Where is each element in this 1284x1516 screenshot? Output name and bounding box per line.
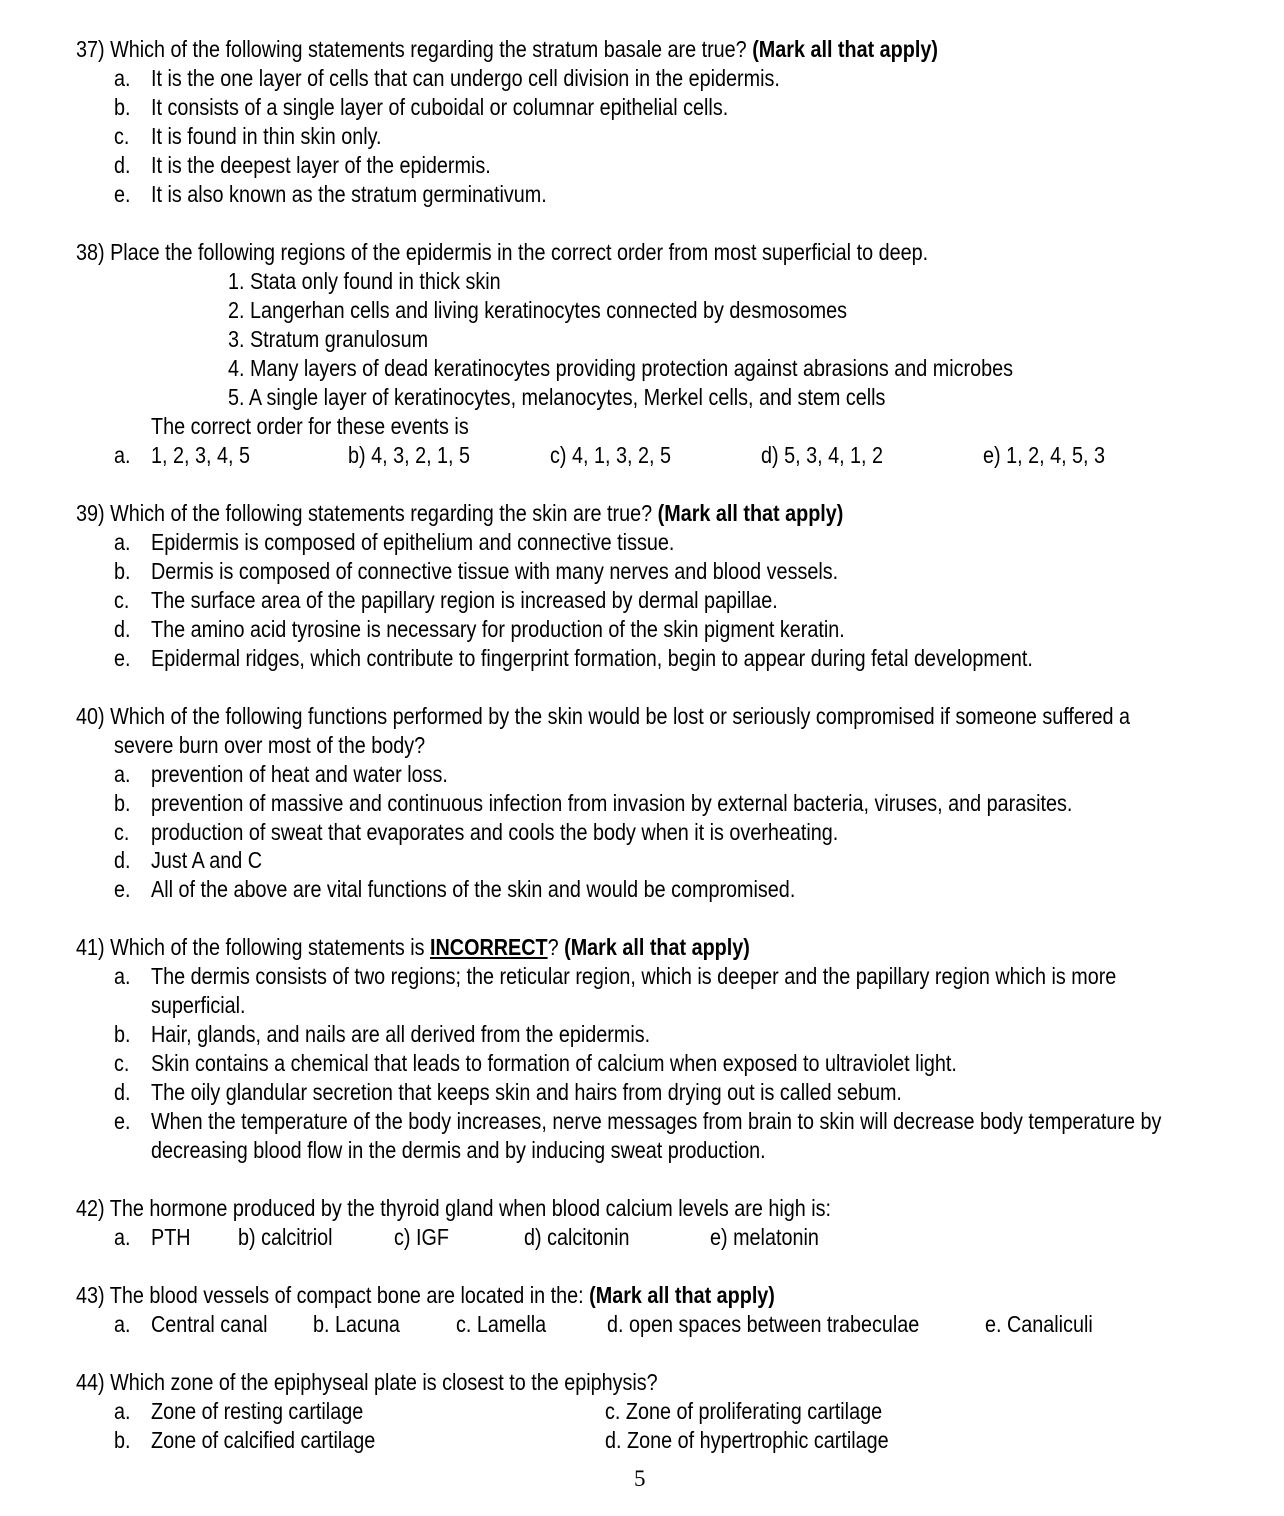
q37-option-d-text: It is the deepest layer of the epidermis. <box>151 152 491 178</box>
q42-option-a-text: PTH <box>151 1224 191 1250</box>
q41-option-c-text: Skin contains a chemical that leads to formation of calcium when exposed to ultraviolet light. <box>151 1050 957 1076</box>
q37-option-c: c. <box>114 123 130 149</box>
q39-option-b-text: Dermis is composed of connective tissue with many nerves and blood vessels. <box>151 558 839 584</box>
q42-option-c: c) IGF <box>394 1224 449 1250</box>
q39-option-d: d. <box>114 616 131 642</box>
question-number: 43) <box>76 1282 105 1308</box>
q40-option-b: b. <box>114 790 131 816</box>
question-number: 42) <box>76 1195 105 1221</box>
q37-option-a-text: It is the one layer of cells that can undergo cell division in the epidermis. <box>151 65 780 91</box>
question-number: 37) <box>76 36 105 62</box>
q43-option-d: d. open spaces between trabeculae <box>607 1311 920 1337</box>
q40-option-e-text: All of the above are vital functions of the skin and would be compromised. <box>151 876 796 902</box>
incorrect-emphasis: INCORRECT <box>430 934 548 960</box>
q41-option-d: d. <box>114 1079 131 1105</box>
q39-option-a-text: Epidermis is composed of epithelium and connective tissue. <box>151 529 675 555</box>
q39-stem <box>76 499 843 528</box>
q40-option-c: c. <box>114 819 130 845</box>
question-text: Which zone of the epiphyseal plate is closest to the epiphysis? <box>110 1369 658 1395</box>
q41-option-a: a. <box>114 963 131 989</box>
q40-option-b-text: prevention of massive and continuous infection from invasion by external bacteria, viruses, and parasites. <box>151 790 1073 816</box>
question-number: 38) <box>76 239 105 265</box>
q38-item-5: 5. A single layer of keratinocytes, melanocytes, Merkel cells, and stem cells <box>228 384 886 410</box>
q43-option-b: b. Lacuna <box>313 1311 400 1337</box>
q39-option-e-text: Epidermal ridges, which contribute to fingerprint formation, begin to appear during fetal development. <box>151 645 1033 671</box>
q40-stem-cont: severe burn over most of the body? <box>114 732 426 758</box>
q44-option-d: d. Zone of hypertrophic cartilage <box>605 1427 889 1453</box>
q42-option-a: a. <box>114 1224 131 1250</box>
q42-option-d: d) calcitonin <box>524 1224 630 1250</box>
question-text: Which of the following statements is <box>110 934 431 960</box>
question-text: Place the following regions of the epidermis in the correct order from most superficial to deep. <box>110 239 929 265</box>
q39-option-c-text: The surface area of the papillary region is increased by dermal papillae. <box>151 587 778 613</box>
q37-option-c-text: It is found in thin skin only. <box>151 123 382 149</box>
question-number: 41) <box>76 934 105 960</box>
mark-all-note: (Mark all that apply) <box>589 1282 775 1308</box>
q44-stem <box>76 1368 658 1397</box>
q37-stem <box>76 35 938 64</box>
q39-option-d-text: The amino acid tyrosine is necessary for production of the skin pigment keratin. <box>151 616 845 642</box>
q38-option-a: a. <box>114 442 131 468</box>
q39-option-e: e. <box>114 645 131 671</box>
q38-item-2: 2. Langerhan cells and living keratinocytes connected by desmosomes <box>228 297 848 323</box>
q41-option-b-text: Hair, glands, and nails are all derived from the epidermis. <box>151 1021 651 1047</box>
q38-prompt: The correct order for these events is <box>151 413 469 439</box>
question-text: The hormone produced by the thyroid gland when blood calcium levels are high is: <box>109 1195 832 1221</box>
q37-option-e: e. <box>114 181 131 207</box>
q44-option-c: c. Zone of proliferating cartilage <box>605 1398 883 1424</box>
q37-option-e-text: It is also known as the stratum germinativum. <box>151 181 547 207</box>
q42-stem <box>76 1194 831 1223</box>
q41-option-e-text: When the temperature of the body increases, nerve messages from brain to skin will decrease body temperature by <box>151 1108 1162 1134</box>
mark-all-note: (Mark all that apply) <box>564 934 750 960</box>
q37-option-a: a. <box>114 65 131 91</box>
q44-option-a: a. <box>114 1398 131 1424</box>
q44-option-a-text: Zone of resting cartilage <box>151 1398 364 1424</box>
q42-option-e: e) melatonin <box>710 1224 819 1250</box>
q41-option-a-text: The dermis consists of two regions; the reticular region, which is deeper and the papillary region which is more <box>151 963 1117 989</box>
q41-option-c: c. <box>114 1050 130 1076</box>
q38-item-3: 3. Stratum granulosum <box>228 326 429 352</box>
q41-option-a-cont: superficial. <box>151 992 246 1018</box>
question-text: Which of the following statements regarding the stratum basale are true? <box>110 36 747 62</box>
q43-option-e: e. Canaliculi <box>985 1311 1093 1337</box>
q38-stem <box>76 238 928 267</box>
q40-option-c-text: production of sweat that evaporates and cools the body when it is overheating. <box>151 819 839 845</box>
q38-option-e: e) 1, 2, 4, 5, 3 <box>983 442 1106 468</box>
question-number: 39) <box>76 500 105 526</box>
q41-stem: 41) Which of the following statements is INCORRECT? (Mark all that apply) <box>76 934 750 960</box>
q44-option-b-text: Zone of calcified cartilage <box>151 1427 376 1453</box>
q44-option-b: b. <box>114 1427 131 1453</box>
q38-item-4: 4. Many layers of dead keratinocytes providing protection against abrasions and microbes <box>228 355 1014 381</box>
q43-option-a: a. <box>114 1311 131 1337</box>
q40-option-d-text: Just A and C <box>151 847 263 873</box>
q40-option-e: e. <box>114 876 131 902</box>
q42-option-b: b) calcitriol <box>238 1224 333 1250</box>
q39-option-b: b. <box>114 558 131 584</box>
q39-option-a: a. <box>114 529 131 555</box>
q38-option-b: b) 4, 3, 2, 1, 5 <box>348 442 471 468</box>
q37-option-b: b. <box>114 94 131 120</box>
question-text: Which of the following statements regarding the skin are true? <box>110 500 653 526</box>
page-number: 5 <box>634 1466 646 1491</box>
q39-option-c: c. <box>114 587 130 613</box>
q41-option-b: b. <box>114 1021 131 1047</box>
q38-option-c: c) 4, 1, 3, 2, 5 <box>550 442 671 468</box>
q38-option-d: d) 5, 3, 4, 1, 2 <box>761 442 884 468</box>
q40-option-a-text: prevention of heat and water loss. <box>151 761 448 787</box>
question-text: The blood vessels of compact bone are located in the: <box>109 1282 584 1308</box>
question-number: 40) <box>76 703 105 729</box>
q43-option-c: c. Lamella <box>456 1311 547 1337</box>
mark-all-note: (Mark all that apply) <box>752 36 938 62</box>
q40-stem <box>76 702 1130 731</box>
q43-stem <box>76 1281 775 1310</box>
question-number: 44) <box>76 1369 105 1395</box>
q37-option-d: d. <box>114 152 131 178</box>
q38-item-1: 1. Stata only found in thick skin <box>228 268 501 294</box>
q41-option-d-text: The oily glandular secretion that keeps skin and hairs from drying out is called sebum. <box>151 1079 902 1105</box>
q41-option-e-cont: decreasing blood flow in the dermis and by inducing sweat production. <box>151 1137 766 1163</box>
q37-option-b-text: It consists of a single layer of cuboidal or columnar epithelial cells. <box>151 94 729 120</box>
q40-option-d: d. <box>114 847 131 873</box>
mark-all-note: (Mark all that apply) <box>657 500 844 526</box>
q41-option-e: e. <box>114 1108 131 1134</box>
q38-option-a-text: 1, 2, 3, 4, 5 <box>151 442 250 468</box>
q43-option-a-text: Central canal <box>151 1311 268 1337</box>
question-text: Which of the following functions performed by the skin would be lost or seriously compromised if someone suffered a <box>110 703 1130 729</box>
q40-option-a: a. <box>114 761 131 787</box>
